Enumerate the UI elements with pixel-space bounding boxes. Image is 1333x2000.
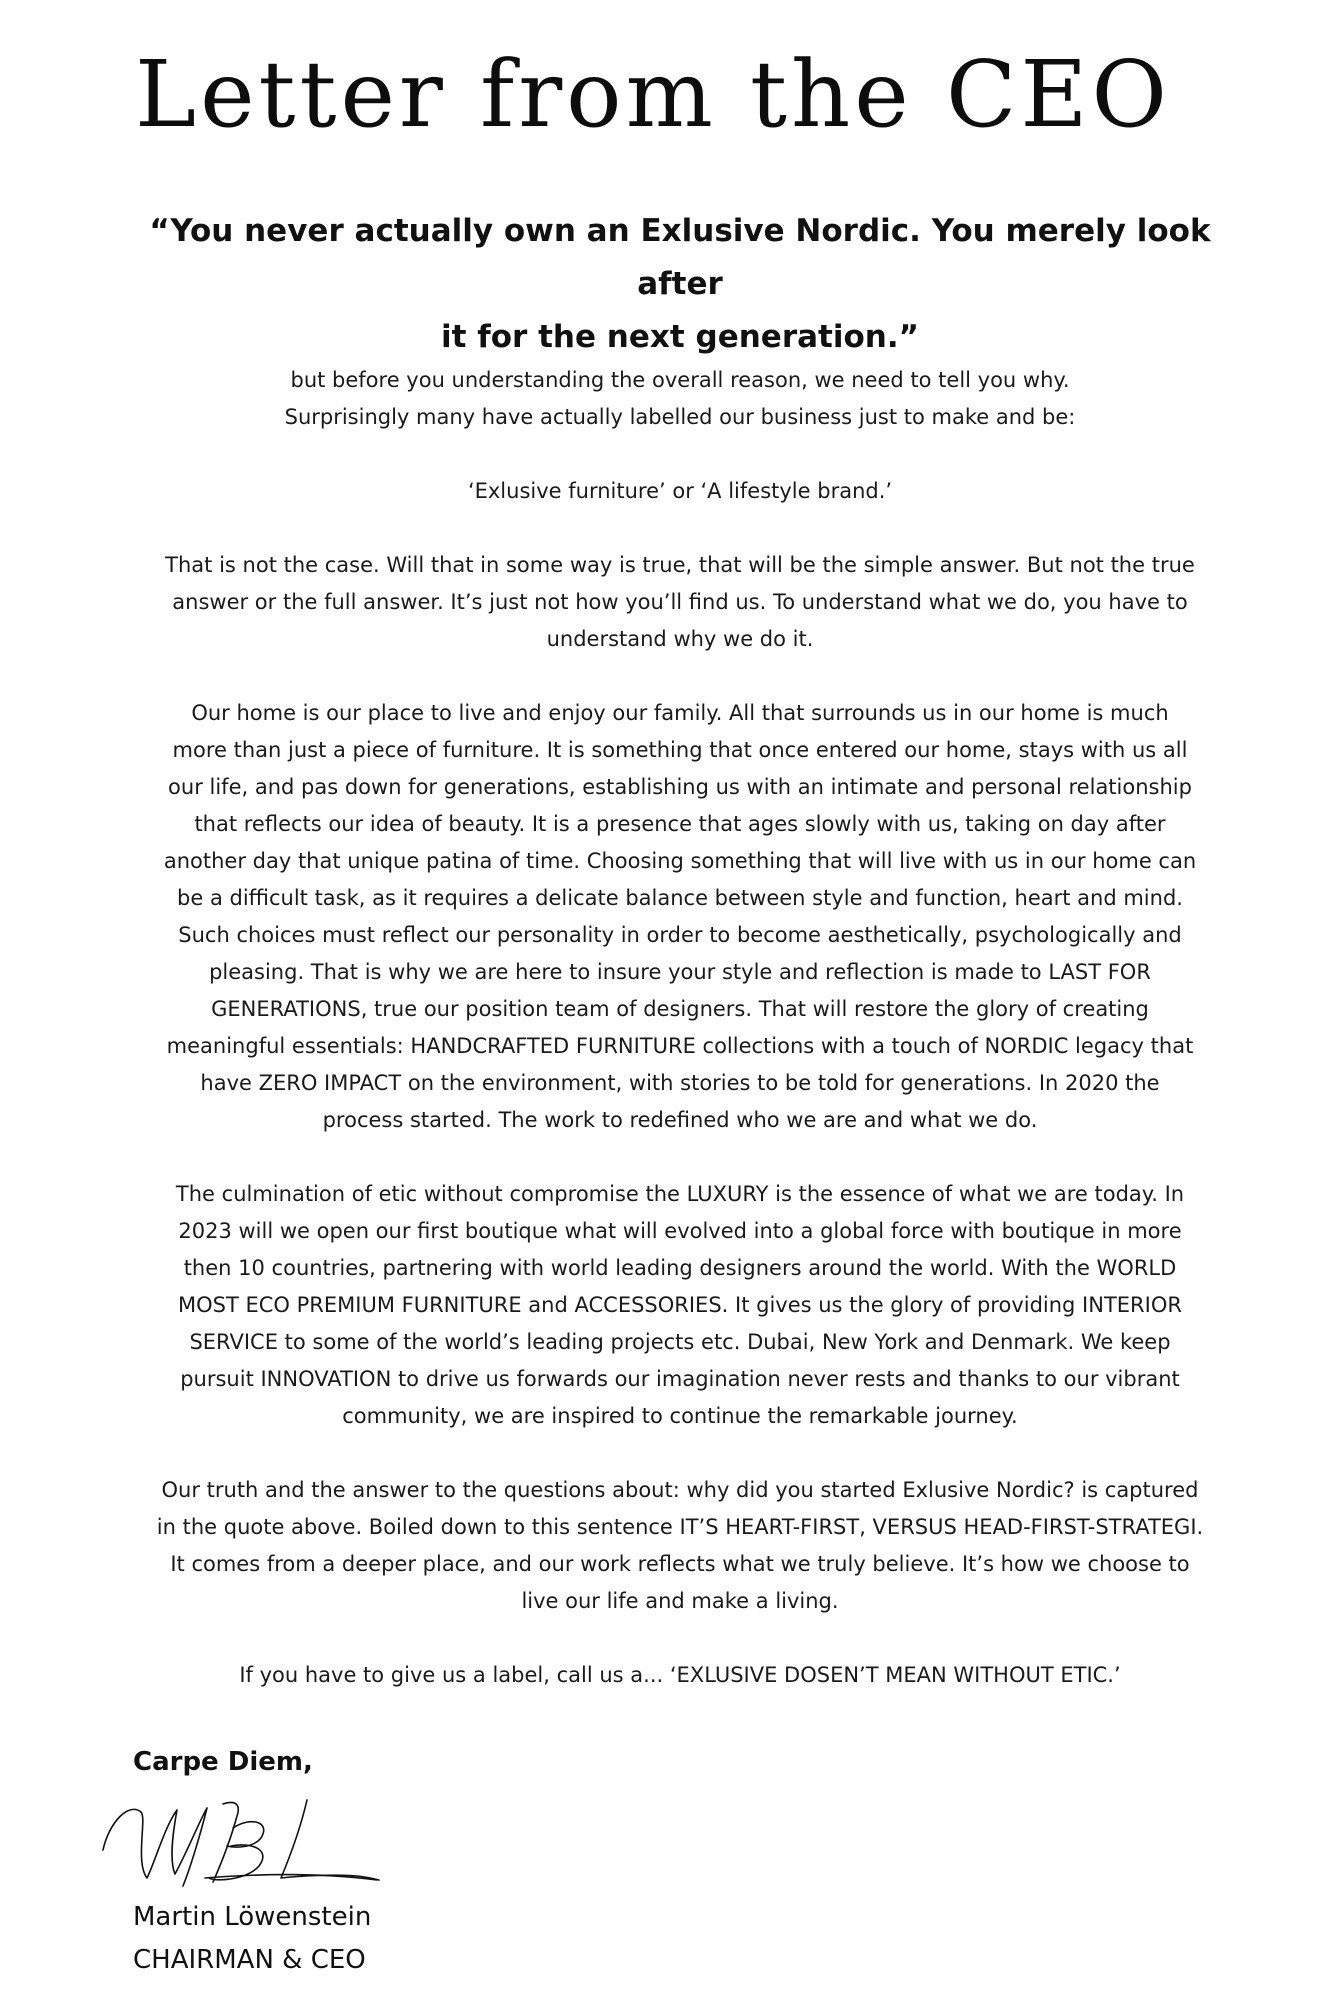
signer-title: CHAIRMAN & CEO	[133, 1945, 366, 1975]
text-line: another day that unique patina of time. Choosing something that will live with us in our home can	[163, 849, 1197, 873]
text-line: that reflects our idea of beauty. It is a presence that ages slowly with us, taking on day after	[194, 812, 1166, 836]
paragraph-culmination	[125, 1176, 1235, 1435]
paragraph-not-the-case	[125, 547, 1235, 658]
text-line: pleasing. That is why we are here to insure your style and reflection is made to LAST FOR	[209, 960, 1151, 984]
paragraph-intro	[125, 362, 1235, 436]
text-line: then 10 countries, partnering with world leading designers around the world. With the WORLD	[183, 1256, 1177, 1280]
text-line: be a difficult task, as it requires a delicate balance between style and function, heart and mind.	[177, 886, 1183, 910]
closing-salutation: Carpe Diem,	[133, 1747, 313, 1777]
text-line: 2023 will we open our first boutique what will evolved into a global force with boutique in more	[178, 1219, 1182, 1243]
text-line: live our life and make a living.	[521, 1589, 839, 1613]
text-line: pursuit INNOVATION to drive us forwards our imagination never rests and thanks to our vibrant	[180, 1367, 1180, 1391]
text-line: understand why we do it.	[546, 627, 814, 651]
text-line: If you have to give us a label, call us a... ‘EXLUSIVE DOSEN’T MEAN WITHOUT ETIC.’	[239, 1663, 1121, 1687]
text-line: Surprisingly many have actually labelled our business just to make and be:	[284, 405, 1076, 429]
page-title: Letter from the CEO	[135, 41, 1171, 148]
text-line: in the quote above. Boiled down to this sentence IT’S HEART-FIRST, VERSUS HEAD-FIRST-STRATEGI.	[156, 1515, 1204, 1539]
text-line: more than just a piece of furniture. It is something that once entered our home, stays with us all	[172, 738, 1188, 762]
letter-body	[125, 362, 1235, 1731]
signer-name: Martin Löwenstein	[133, 1902, 372, 1932]
text-line: Our home is our place to live and enjoy our family. All that surrounds us in our home is much	[191, 701, 1169, 725]
paragraph-our-home	[125, 695, 1235, 1139]
signature-icon	[95, 1782, 385, 1892]
text-line: community, we are inspired to continue the remarkable journey.	[342, 1404, 1018, 1428]
text-line: Such choices must reflect our personality in order to become aesthetically, psychologically and	[178, 923, 1182, 947]
text-line: answer or the full answer. It’s just not how you’ll find us. To understand what we do, you have to	[172, 590, 1188, 614]
text-line: our life, and pas down for generations, establishing us with an intimate and personal relationship	[168, 775, 1192, 799]
paragraph-label	[125, 473, 1235, 510]
text-line: process started. The work to redefined who we are and what we do.	[322, 1108, 1038, 1132]
text-line: That is not the case. Will that in some way is true, that will be the simple answer. But not the true	[165, 553, 1195, 577]
text-line: Our truth and the answer to the questions about: why did you started Exlusive Nordic? is captured	[161, 1478, 1199, 1502]
text-line: have ZERO IMPACT on the environment, with stories to be told for generations. In 2020 the	[200, 1071, 1160, 1095]
text-line: MOST ECO PREMIUM FURNITURE and ACCESSORIES. It gives us the glory of providing INTERIOR	[178, 1293, 1182, 1317]
text-line: GENERATIONS, true our position team of designers. That will restore the glory of creating	[211, 997, 1149, 1021]
quote-line: “You never actually own an Exlusive Nordic. You merely look after	[149, 213, 1211, 302]
text-line: meaningful essentials: HANDCRAFTED FURNITURE collections with a touch of NORDIC legacy that	[166, 1034, 1194, 1058]
text-line: It comes from a deeper place, and our work reflects what we truly believe. It’s how we choose to	[170, 1552, 1190, 1576]
paragraph-label-call	[125, 1657, 1235, 1694]
text-line: but before you understanding the overall reason, we need to tell you why.	[290, 368, 1070, 392]
text-line: SERVICE to some of the world’s leading projects etc. Dubai, New York and Denmark. We keep	[189, 1330, 1171, 1354]
quote-line: it for the next generation.”	[441, 319, 919, 355]
paragraph-our-truth	[125, 1472, 1235, 1620]
text-line: ‘Exlusive furniture’ or ‘A lifestyle brand.’	[467, 479, 893, 503]
ceo-quote	[130, 205, 1230, 364]
text-line: The culmination of etic without compromise the LUXURY is the essence of what we are today. In	[175, 1182, 1185, 1206]
